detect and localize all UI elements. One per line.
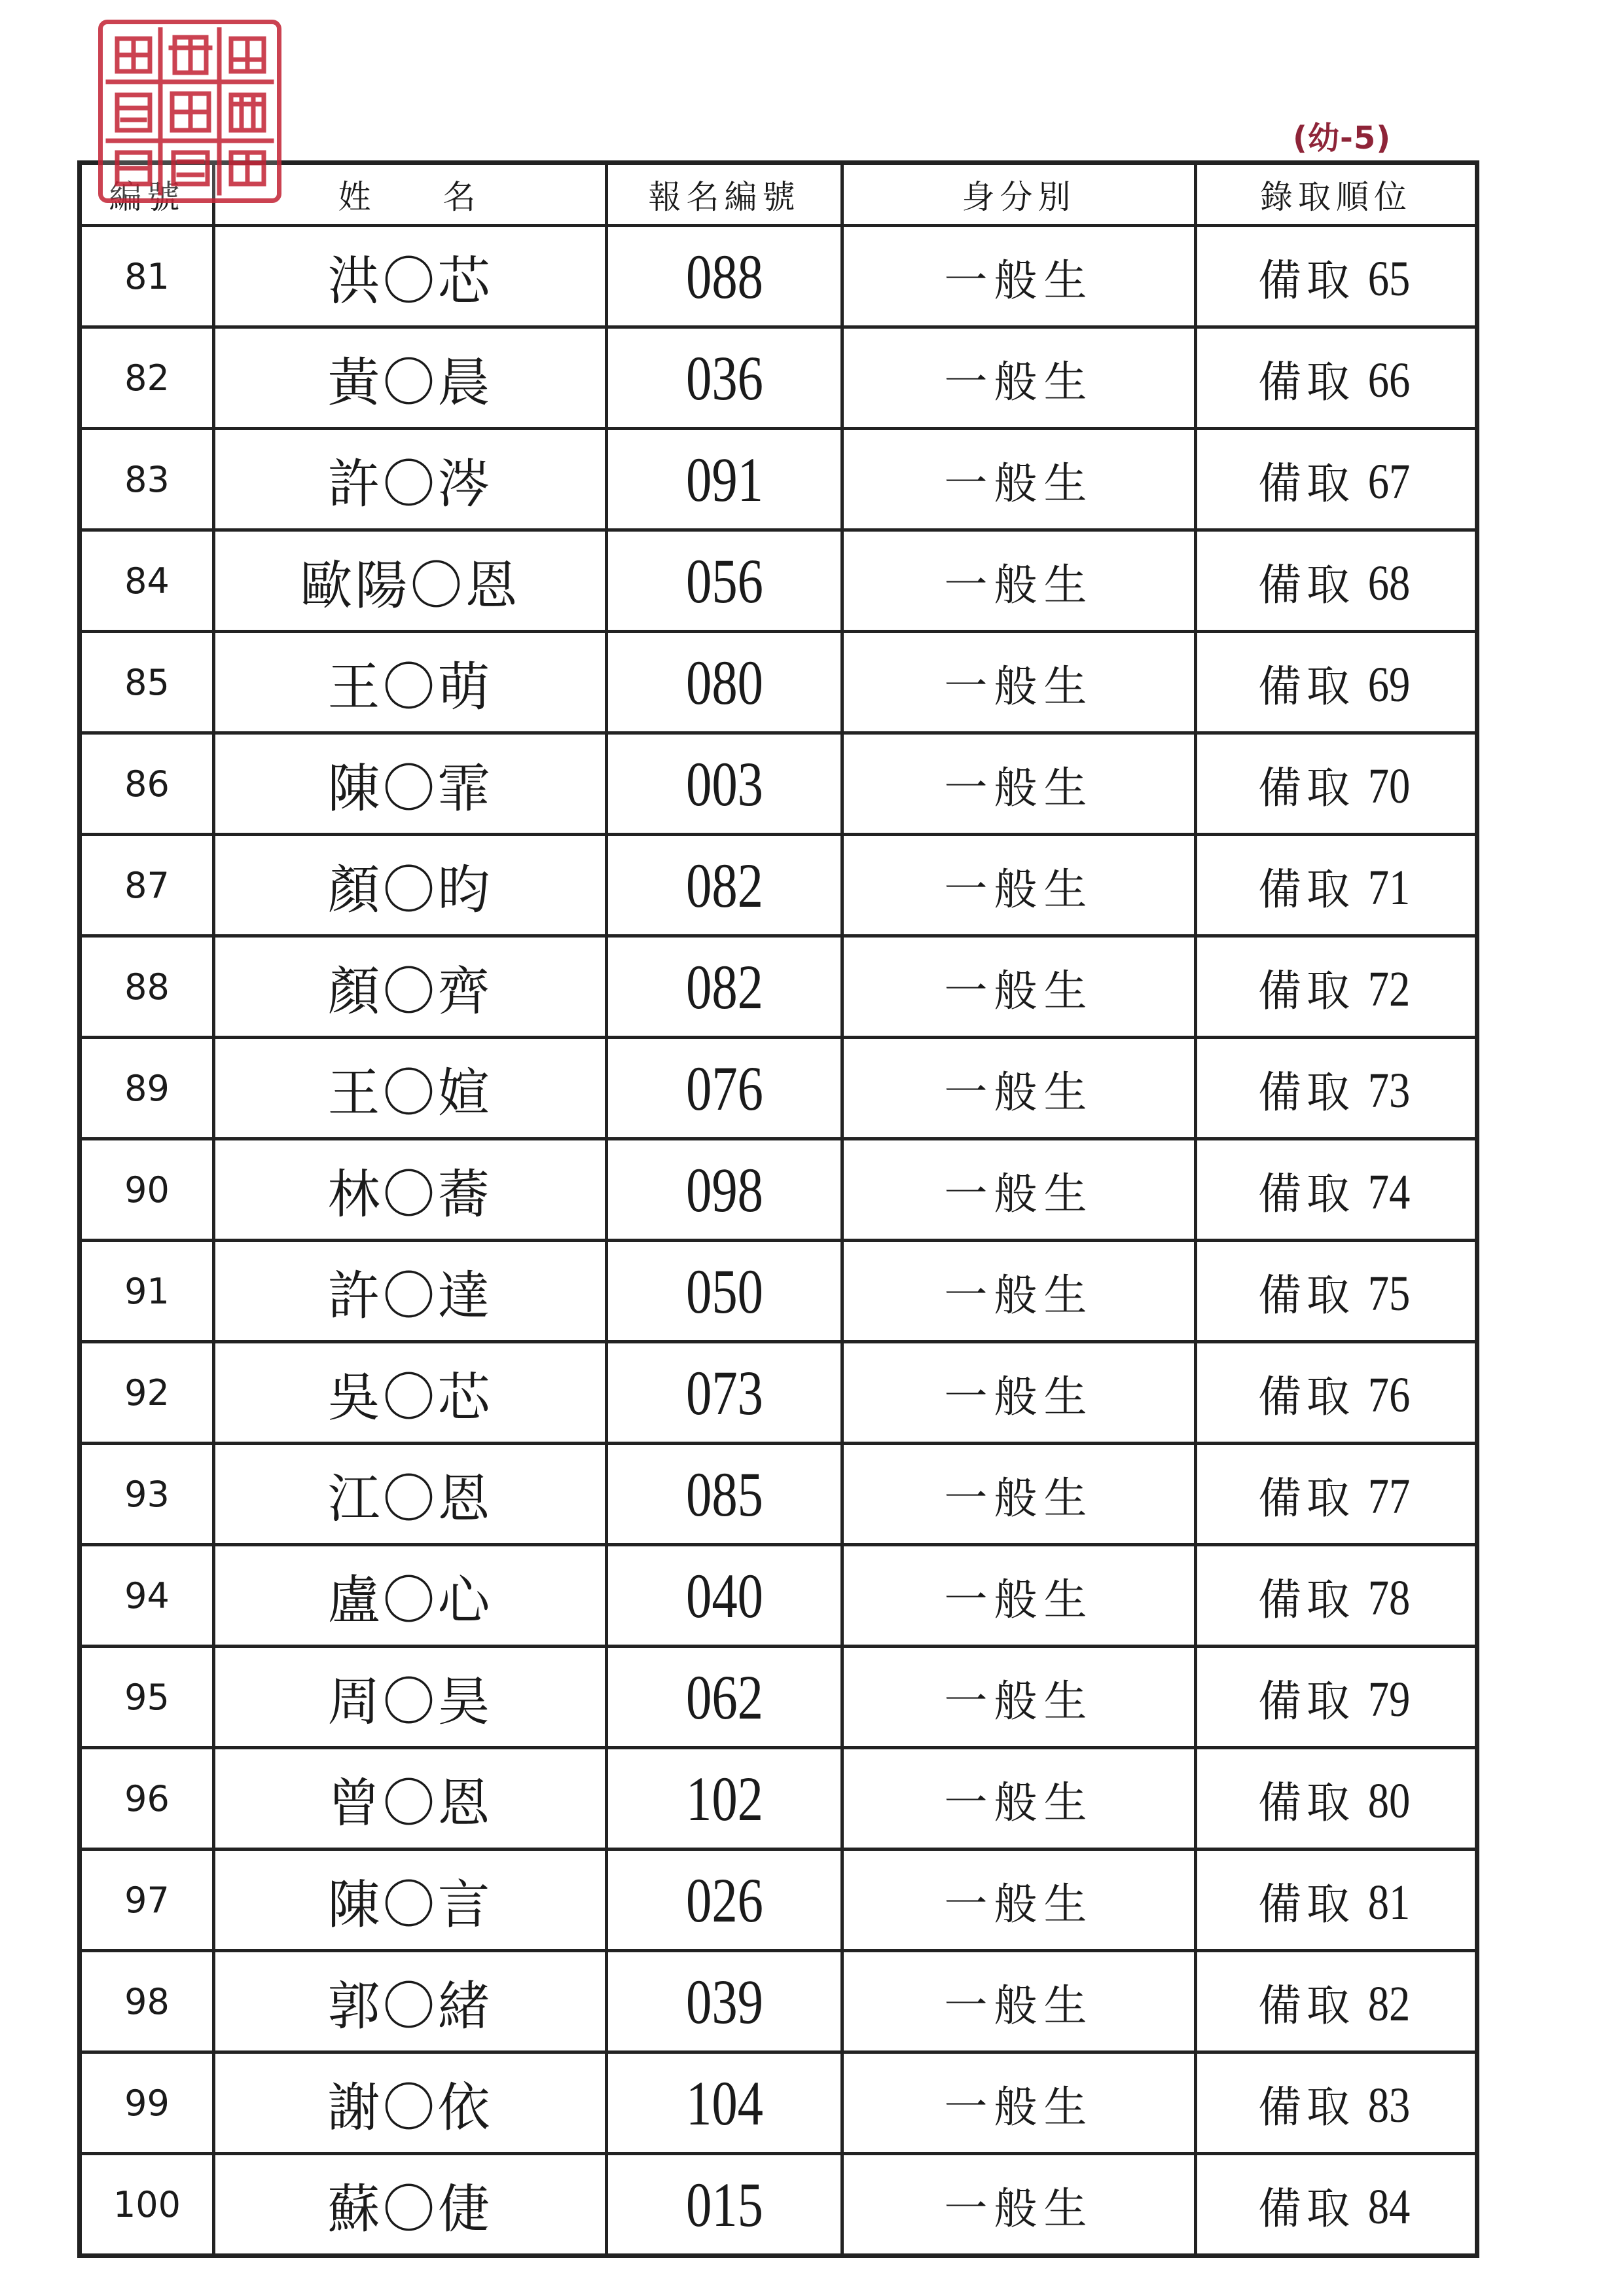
student-status: 一般生 xyxy=(842,733,1196,835)
table-row xyxy=(80,1342,1477,1444)
registration-number xyxy=(607,835,842,936)
student-name: 顏〇昀 xyxy=(214,835,607,936)
registration-number-text: 082 xyxy=(685,850,763,920)
admission-rank xyxy=(1196,327,1477,429)
registration-number xyxy=(607,1444,842,1545)
admission-rank xyxy=(1196,429,1477,530)
rank-prefix: 備取 xyxy=(1258,1066,1355,1118)
header-name: 姓名 xyxy=(214,163,607,226)
rank-prefix: 備取 xyxy=(1258,559,1355,610)
row-number: 94 xyxy=(80,1545,214,1647)
rank-prefix: 備取 xyxy=(1258,762,1355,813)
table-row xyxy=(80,1038,1477,1139)
admission-rank xyxy=(1196,1951,1477,2052)
table-row xyxy=(80,1139,1477,1241)
admission-rank xyxy=(1196,936,1477,1038)
student-name: 許〇達 xyxy=(214,1241,607,1342)
rank-prefix: 備取 xyxy=(1258,1168,1355,1219)
registration-number-text: 015 xyxy=(685,2169,763,2240)
table-row xyxy=(80,327,1477,429)
student-name: 陳〇霏 xyxy=(214,733,607,835)
registration-number xyxy=(607,1038,842,1139)
rank-number: 82 xyxy=(1367,1976,1411,2032)
row-number: 90 xyxy=(80,1139,214,1241)
row-number: 93 xyxy=(80,1444,214,1545)
rank-prefix: 備取 xyxy=(1258,1675,1355,1726)
row-number: 92 xyxy=(80,1342,214,1444)
rank-number: 67 xyxy=(1367,454,1411,509)
rank-prefix: 備取 xyxy=(1258,1371,1355,1422)
student-status: 一般生 xyxy=(842,632,1196,733)
table-row xyxy=(80,835,1477,936)
registration-number-text: 104 xyxy=(685,2068,763,2138)
student-status: 一般生 xyxy=(842,1647,1196,1748)
table-row xyxy=(80,733,1477,835)
rank-number: 72 xyxy=(1367,961,1411,1017)
admission-rank xyxy=(1196,632,1477,733)
table-header xyxy=(80,163,1477,226)
table-row xyxy=(80,1545,1477,1647)
registration-number xyxy=(607,1545,842,1647)
registration-number xyxy=(607,327,842,429)
registration-number-text: 050 xyxy=(685,1256,763,1326)
registration-number xyxy=(607,1139,842,1241)
rank-number: 68 xyxy=(1367,555,1411,611)
student-name: 謝〇依 xyxy=(214,2052,607,2154)
registration-number xyxy=(607,226,842,327)
rank-prefix: 備取 xyxy=(1258,255,1355,306)
student-status: 一般生 xyxy=(842,2052,1196,2154)
registration-number-text: 091 xyxy=(685,444,763,515)
header-row xyxy=(80,163,1477,226)
rank-number: 84 xyxy=(1367,2179,1411,2234)
registration-number-text: 039 xyxy=(685,1966,763,2037)
student-name: 盧〇心 xyxy=(214,1545,607,1647)
student-name: 林〇蕎 xyxy=(214,1139,607,1241)
registration-number xyxy=(607,1342,842,1444)
header-number: 編號 xyxy=(80,163,214,226)
row-number: 82 xyxy=(80,327,214,429)
admission-rank xyxy=(1196,1647,1477,1748)
student-name: 江〇恩 xyxy=(214,1444,607,1545)
table-row xyxy=(80,1647,1477,1748)
rank-prefix: 備取 xyxy=(1258,1878,1355,1929)
admission-table xyxy=(77,160,1479,2258)
table-row xyxy=(80,632,1477,733)
row-number: 86 xyxy=(80,733,214,835)
table-body xyxy=(80,226,1477,2256)
rank-number: 79 xyxy=(1367,1671,1411,1727)
registration-number xyxy=(607,1951,842,2052)
table-row xyxy=(80,936,1477,1038)
rank-prefix: 備取 xyxy=(1258,864,1355,915)
table-row xyxy=(80,226,1477,327)
rank-number: 81 xyxy=(1367,1874,1411,1930)
registration-number-text: 076 xyxy=(685,1053,763,1123)
rank-prefix: 備取 xyxy=(1258,2183,1355,2234)
row-number: 87 xyxy=(80,835,214,936)
rank-number: 75 xyxy=(1367,1266,1411,1321)
student-name: 陳〇言 xyxy=(214,1850,607,1951)
admission-rank xyxy=(1196,835,1477,936)
rank-number: 70 xyxy=(1367,758,1411,814)
rank-prefix: 備取 xyxy=(1258,458,1355,509)
registration-number-text: 082 xyxy=(685,951,763,1022)
student-name: 曾〇恩 xyxy=(214,1748,607,1850)
admission-rank xyxy=(1196,1545,1477,1647)
seal-glyphs xyxy=(103,24,277,198)
rank-prefix: 備取 xyxy=(1258,356,1355,407)
student-name: 黃〇晨 xyxy=(214,327,607,429)
registration-number-text: 088 xyxy=(685,241,763,312)
registration-number xyxy=(607,1850,842,1951)
table-row xyxy=(80,1444,1477,1545)
student-name: 吳〇芯 xyxy=(214,1342,607,1444)
student-status: 一般生 xyxy=(842,530,1196,632)
row-number: 88 xyxy=(80,936,214,1038)
student-status: 一般生 xyxy=(842,1444,1196,1545)
rank-prefix: 備取 xyxy=(1258,1574,1355,1625)
admission-rank xyxy=(1196,1444,1477,1545)
registration-number xyxy=(607,632,842,733)
student-status: 一般生 xyxy=(842,2154,1196,2256)
registration-number xyxy=(607,429,842,530)
rank-number: 80 xyxy=(1367,1773,1411,1829)
rank-number: 74 xyxy=(1367,1164,1411,1220)
student-status: 一般生 xyxy=(842,1951,1196,2052)
rank-prefix: 備取 xyxy=(1258,2081,1355,2132)
registration-number-text: 003 xyxy=(685,748,763,819)
student-status: 一般生 xyxy=(842,1545,1196,1647)
row-number: 98 xyxy=(80,1951,214,2052)
rank-prefix: 備取 xyxy=(1258,1980,1355,2031)
table-row xyxy=(80,530,1477,632)
row-number: 85 xyxy=(80,632,214,733)
admission-list-table xyxy=(77,160,1475,2258)
registration-number xyxy=(607,1647,842,1748)
table-row xyxy=(80,2154,1477,2256)
student-name: 洪〇芯 xyxy=(214,226,607,327)
student-name: 顏〇齊 xyxy=(214,936,607,1038)
rank-prefix: 備取 xyxy=(1258,661,1355,712)
rank-prefix: 備取 xyxy=(1258,1472,1355,1523)
rank-prefix: 備取 xyxy=(1258,1269,1355,1321)
page-label: (幼-5) xyxy=(1293,120,1392,156)
row-number: 96 xyxy=(80,1748,214,1850)
student-status: 一般生 xyxy=(842,835,1196,936)
admission-rank xyxy=(1196,1342,1477,1444)
rank-number: 83 xyxy=(1367,2077,1411,2133)
student-status: 一般生 xyxy=(842,429,1196,530)
row-number: 84 xyxy=(80,530,214,632)
header-status: 身分別 xyxy=(842,163,1196,226)
admission-rank xyxy=(1196,226,1477,327)
admission-rank xyxy=(1196,1241,1477,1342)
registration-number-text: 036 xyxy=(685,342,763,413)
registration-number-text: 040 xyxy=(685,1560,763,1631)
table-row xyxy=(80,1951,1477,2052)
student-status: 一般生 xyxy=(842,1342,1196,1444)
row-number: 95 xyxy=(80,1647,214,1748)
table-row xyxy=(80,1241,1477,1342)
student-status: 一般生 xyxy=(842,226,1196,327)
registration-number-text: 026 xyxy=(685,1865,763,1935)
row-number: 100 xyxy=(80,2154,214,2256)
admission-rank xyxy=(1196,530,1477,632)
student-name: 周〇昊 xyxy=(214,1647,607,1748)
official-seal-stamp xyxy=(98,20,281,203)
admission-rank xyxy=(1196,733,1477,835)
student-name: 王〇萌 xyxy=(214,632,607,733)
admission-rank xyxy=(1196,1139,1477,1241)
student-name: 歐陽〇恩 xyxy=(214,530,607,632)
student-name: 蘇〇倢 xyxy=(214,2154,607,2256)
rank-number: 65 xyxy=(1367,251,1411,306)
rank-number: 78 xyxy=(1367,1570,1411,1626)
row-number: 83 xyxy=(80,429,214,530)
registration-number-text: 085 xyxy=(685,1459,763,1529)
header-registration-number: 報名編號 xyxy=(607,163,842,226)
registration-number-text: 080 xyxy=(685,647,763,718)
registration-number-text: 098 xyxy=(685,1154,763,1225)
registration-number-text: 102 xyxy=(685,1763,763,1834)
registration-number-text: 062 xyxy=(685,1662,763,1732)
admission-rank xyxy=(1196,1850,1477,1951)
rank-number: 71 xyxy=(1367,860,1411,915)
row-number: 97 xyxy=(80,1850,214,1951)
table-row xyxy=(80,1850,1477,1951)
row-number: 81 xyxy=(80,226,214,327)
row-number: 91 xyxy=(80,1241,214,1342)
rank-prefix: 備取 xyxy=(1258,1777,1355,1828)
student-status: 一般生 xyxy=(842,1241,1196,1342)
registration-number xyxy=(607,2154,842,2256)
registration-number-text: 073 xyxy=(685,1357,763,1428)
student-name: 郭〇緒 xyxy=(214,1951,607,2052)
admission-rank xyxy=(1196,1748,1477,1850)
student-status: 一般生 xyxy=(842,327,1196,429)
table-row xyxy=(80,1748,1477,1850)
registration-number xyxy=(607,733,842,835)
rank-number: 73 xyxy=(1367,1063,1411,1118)
student-status: 一般生 xyxy=(842,1038,1196,1139)
student-status: 一般生 xyxy=(842,1850,1196,1951)
rank-number: 77 xyxy=(1367,1468,1411,1524)
rank-number: 76 xyxy=(1367,1367,1411,1423)
student-status: 一般生 xyxy=(842,1748,1196,1850)
student-name: 許〇涔 xyxy=(214,429,607,530)
row-number: 89 xyxy=(80,1038,214,1139)
header-rank: 錄取順位 xyxy=(1196,163,1477,226)
student-name: 王〇媗 xyxy=(214,1038,607,1139)
rank-number: 69 xyxy=(1367,657,1411,712)
row-number: 99 xyxy=(80,2052,214,2154)
admission-rank xyxy=(1196,2154,1477,2256)
admission-rank xyxy=(1196,1038,1477,1139)
registration-number xyxy=(607,1748,842,1850)
student-status: 一般生 xyxy=(842,1139,1196,1241)
rank-prefix: 備取 xyxy=(1258,965,1355,1016)
table-row xyxy=(80,429,1477,530)
admission-rank xyxy=(1196,2052,1477,2154)
registration-number-text: 056 xyxy=(685,545,763,616)
registration-number xyxy=(607,530,842,632)
registration-number xyxy=(607,2052,842,2154)
student-status: 一般生 xyxy=(842,936,1196,1038)
registration-number xyxy=(607,1241,842,1342)
table-row xyxy=(80,2052,1477,2154)
rank-number: 66 xyxy=(1367,352,1411,408)
registration-number xyxy=(607,936,842,1038)
